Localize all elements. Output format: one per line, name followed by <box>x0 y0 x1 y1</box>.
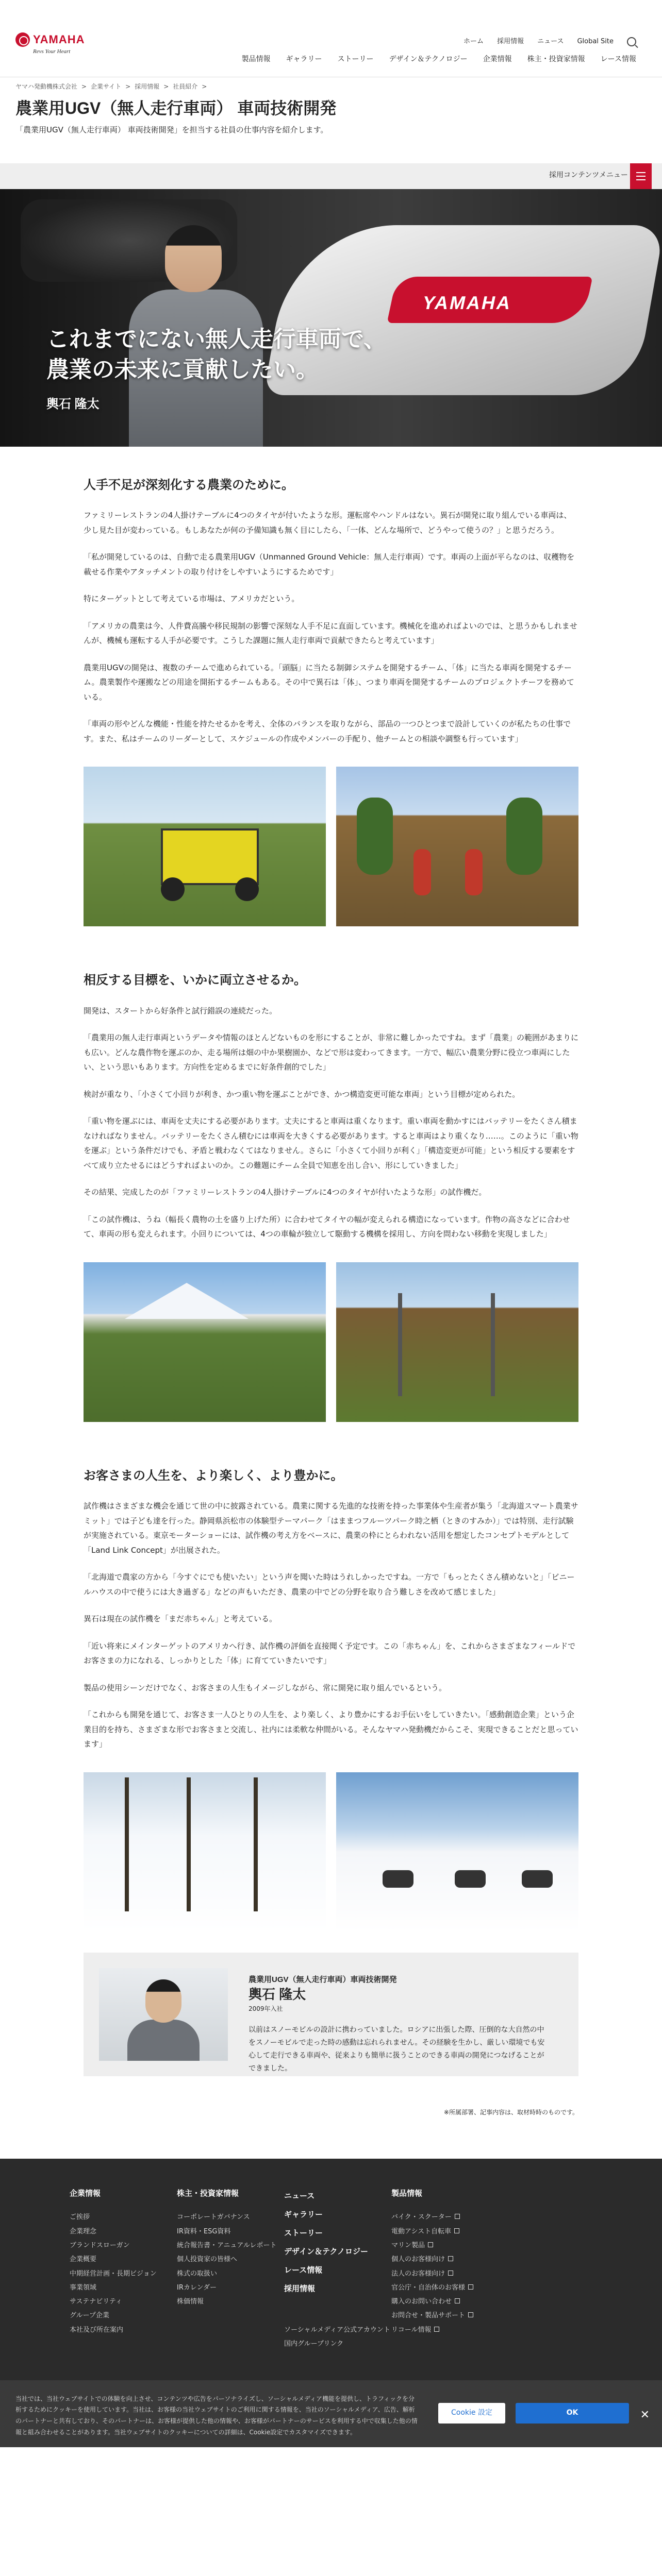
close-icon[interactable]: ✕ <box>640 2408 650 2421</box>
footer-link[interactable]: お問合せ・製品サポート <box>391 2309 499 2323</box>
article-section <box>84 972 578 1422</box>
paragraph: 「農業用の無人走行車両というデータや情報のほとんどないものを形にすることが、非常に難しかったですね。まず「農業」の範囲があまりにも広い。どんな農作物を運ぶのか、走る場所は畑の中か果樹園か、などで形は変わってきます。一方で、幅広い農業分野に役立つ車両にしたい、という思いもあります。方向性を定めるまでに好条件創的でした」 <box>84 1033 579 1072</box>
external-link-icon <box>454 2228 459 2233</box>
footer-main-link[interactable]: ストーリー <box>284 2228 323 2238</box>
footer-link[interactable]: マリン製品 <box>391 2239 499 2252</box>
search-icon[interactable] <box>627 37 636 46</box>
disclaimer-note: ※所属部署、記事内容は、取材時時のものです。 <box>443 2108 578 2116</box>
cookie-ok-button[interactable]: OK <box>516 2403 629 2424</box>
hero-image <box>0 189 662 447</box>
hero-copy <box>46 324 386 416</box>
global-nav-gallery[interactable]: ギャラリー <box>286 55 322 63</box>
snowmobile-brand-text: YAMAHA <box>420 292 515 313</box>
section-title: お客さまの人生を、より楽しく、より豊かに。 <box>84 1468 343 1483</box>
tuning-fork-logo-icon <box>15 32 30 47</box>
footer-link[interactable]: 国内グループリンク <box>284 2340 344 2348</box>
photo-row <box>84 1262 578 1422</box>
article <box>84 447 578 1932</box>
profile-join-year: 2009年入社 <box>249 2005 283 2013</box>
breadcrumb-item[interactable]: 企業サイト <box>90 83 122 90</box>
footer-link[interactable]: サステナビリティ <box>70 2298 122 2306</box>
content-menu-bar <box>0 163 662 189</box>
hero-heading: これまでにない無人走行車両で、 農業の未来に貢献したい。 <box>46 326 387 382</box>
profile-role: 農業用UGV（無人走行車両）車両技術開発 <box>249 1975 397 1984</box>
breadcrumb-item[interactable]: 社員紹介 <box>173 83 198 90</box>
logo-tagline: Revs Your Heart <box>33 48 71 55</box>
cookie-banner <box>0 2380 662 2447</box>
footer-column-main-links <box>284 2187 391 2351</box>
footer-column-investors <box>177 2187 284 2351</box>
external-link-icon <box>434 2327 439 2332</box>
footer-link[interactable]: 統合報告書・アニュアルレポート <box>177 2241 277 2249</box>
footer-link[interactable]: 電動アシスト自転車 <box>391 2225 499 2239</box>
footer-spacer <box>284 2298 391 2323</box>
footer-link[interactable]: 個人投資家の皆様へ <box>177 2256 238 2264</box>
paragraph: 特にターゲットとして考えている市場は、アメリカだという。 <box>84 594 300 604</box>
footer-link[interactable]: リコール情報 <box>391 2323 499 2337</box>
util-nav-recruit[interactable]: 採用情報 <box>497 38 524 45</box>
external-link-icon <box>455 2214 460 2219</box>
footer-main-link[interactable]: ニュース <box>284 2191 315 2200</box>
photo-row <box>84 1772 578 1932</box>
footer-column-title[interactable]: 企業情報 <box>70 2189 101 2198</box>
external-link-icon <box>468 2312 473 2317</box>
global-nav-company[interactable]: 企業情報 <box>483 55 512 63</box>
paragraph: 検討が重なり、「小さくて小回りが利き、かつ重い物を運ぶことができ、かつ構造変更可能な車両」という目標が定められた。 <box>84 1089 520 1099</box>
footer-link[interactable]: IR資料・ESG資料 <box>177 2227 231 2235</box>
footer-main-link[interactable]: ギャラリー <box>284 2210 323 2219</box>
footer-column-products <box>391 2187 499 2351</box>
footer-link[interactable]: 株式の取扱い <box>177 2269 218 2278</box>
breadcrumb-item[interactable]: ヤマハ発動機株式会社 <box>15 83 77 90</box>
util-nav-global-site[interactable]: Global Site <box>577 38 614 45</box>
global-nav-racing[interactable]: レース情報 <box>600 55 636 63</box>
profile-name: 輿石 隆太 <box>249 1987 306 2003</box>
external-link-icon <box>468 2284 473 2290</box>
footer-link[interactable]: ソーシャルメディア公式アカウント <box>284 2326 390 2334</box>
profile-info <box>249 1968 548 2073</box>
snowmobile-field-photo <box>336 1772 578 1932</box>
paragraph: 「アメリカの農業は今、人件費高騰や移民規制の影響で深刻な人手不足に直面しています。機械化を進めればよいのでは、と思うかもしれませんが、機械も運転する人手が必要です。こうした課題に無人走行車両で貢献できたらと考えています」 <box>84 621 577 646</box>
paragraph: 開発は、スタートから好条件と試行錯誤の連続だった。 <box>84 1006 277 1015</box>
employee-portrait <box>99 1968 228 2061</box>
util-nav-news[interactable]: ニュース <box>537 38 564 45</box>
external-link-icon <box>448 2256 453 2261</box>
breadcrumb-item[interactable]: 採用情報 <box>135 83 160 90</box>
cookie-settings-button[interactable]: Cookie 設定 <box>438 2403 505 2424</box>
section-title: 人手不足が深刻化する農業のために。 <box>84 478 294 492</box>
paragraph: 「重い物を運ぶには、車両を丈夫にする必要があります。丈夫にすると車両は重くなります。重い車両を動かすにはバッテリーをたくさん積まなければなりません。バッテリーをたくさん積むには車両を大きくする必要があります。すると車両はより重くなり……。このように「重い物を運ぶ」という条件だけでも、矛盾と戦わなくてはなりません。さらに「小さくて小回りが利く」「構造変更が可能」という相反する要素をすべて成り立たせるにはどうすればよいのか。この難題にチーム全員で知恵を出し合い、形にしていきました」 <box>84 1116 578 1170</box>
global-nav-stories[interactable]: ストーリー <box>337 55 374 63</box>
site-footer <box>0 2159 662 2380</box>
footer-main-link[interactable]: デザイン＆テクノロジー <box>284 2247 369 2256</box>
employee-head <box>165 225 222 292</box>
paragraph: 「これからも開発を通じて、お客さま一人ひとりの人生を、より楽しく、より豊かにするお手伝いをしていきたい。「感動創造企業」という企業目的を持ち、さまざまな形でお客さまと交流し、社内には柔軟な仲間がいる。そんなヤマハ発動機だからこそ、実現できることだと思っています」 <box>84 1710 578 1749</box>
util-nav-home[interactable]: ホーム <box>464 38 484 45</box>
footer-column-title[interactable]: 製品情報 <box>391 2189 423 2198</box>
cookie-text: 当社では、当社ウェブサイトでの体験を向上させ、コンテンツや広告をパーソナライズし、ソーシャルメディア機能を提供し、トラフィックを分析するためにクッキーを使用しています。当社は、お客様の当社ウェブサイトのご利用に関する情報を、当社のソーシャルメディア、広告、解析のパートナーと共有しており、そのパートナーは、お客様が提供した他の情報や、お客様がパートナーのサービスを利用する中で収集した他の情報と組み合わせることがあります。当社ウェブサイトのクッキーについての詳細は、Cookie設定でカスタマイズできます。 <box>15 2395 418 2436</box>
footer-link[interactable]: ご挨拶 <box>70 2213 90 2222</box>
breadcrumb-separator: > <box>202 83 207 90</box>
mt-fuji-field-photo <box>84 1262 326 1422</box>
footer-link[interactable]: 法人のお客様向け <box>391 2267 499 2281</box>
footer-column-title[interactable]: 株主・投資家情報 <box>177 2189 239 2198</box>
utility-nav <box>464 36 636 47</box>
yamaha-logo[interactable] <box>15 30 85 57</box>
paragraph: その結果、完成したのが「ファミリーレストランの4人掛けテーブルに4つのタイヤが付いたような形」の試作機だ。 <box>84 1188 487 1197</box>
content-menu-label[interactable]: 採用コンテンツメニュー <box>549 171 628 179</box>
footer-link[interactable]: グループ企業 <box>70 2312 109 2320</box>
paragraph: 製品の使用シーンだけでなく、お客さまの人生もイメージしながら、常に開発に取り組んでいるという。 <box>84 1683 446 1692</box>
paragraph: 異石は現在の試作機を「まだ赤ちゃん」と考えている。 <box>84 1614 277 1624</box>
footer-link[interactable]: 本社及び所在案内 <box>70 2326 124 2334</box>
paragraph: 農業用UGVの開発は、複数のチームで進められている。「頭脳」に当たる制御システムを開発するチーム、「体」に当たる車両を開発するチーム。農業製作や運搬などの用途を開拓するチームもある。その中で異石は「体」、つまり車両を開発するチームのプロジェクトチーフを務めている。 <box>84 663 574 702</box>
hero-name: 輿石 隆太 <box>46 397 100 412</box>
employee-profile <box>84 1953 578 2076</box>
global-nav-design-technology[interactable]: デザイン＆テクノロジー <box>389 55 468 63</box>
footer-link[interactable]: バイク・スクーター <box>391 2210 499 2224</box>
footer-link[interactable]: 個人のお客様向け <box>391 2252 499 2266</box>
hamburger-menu-icon[interactable] <box>630 163 652 189</box>
paragraph: 「車両の形やどんな機能・性能を持たせるかを考え、全体のバランスを取りながら、部品の一つひとつまで設計していくのが私たちの仕事です。また、私はチームのリーダーとして、スケジュールの作成やメンバーの手配り、他チームとの相談や調整も行っています」 <box>84 719 571 743</box>
article-section <box>84 447 578 927</box>
orchard-test-photo <box>336 767 578 926</box>
footer-main-link[interactable]: 採用情報 <box>284 2284 316 2293</box>
global-nav-investors[interactable]: 株主・投資家情報 <box>527 55 585 63</box>
paragraph: 「北海道で農家の方から「今すぐにでも使いたい」という声を聞いた時はうれしかったですね。一方で「もっとたくさん積めないと」「ビニールハウスの中で使うには大き過ぎる」などの声もいただき、農業の中でどの分野を取り合う難しさを改めて感じました」 <box>84 1572 575 1597</box>
footer-link[interactable]: 中期経営計画・長期ビジョン <box>70 2269 157 2278</box>
page-lead: 「農業用UGV（無人走行車両） 車両技術開発」を担当する社員の仕事内容を紹介します。 <box>15 125 328 134</box>
paragraph: 試作機はさまざまな機会を通じて世の中に披露されている。農業に関する先進的な技術を持った事業体や生産者が集う「北海道スマート農業サミット」では子ども達を行った。静岡県浜松市の体験型テーマパーク「はままつフルーツパーク時之栖（ときのすみか）」では特別、走行試験が実施されている。東京モーターショーには、試作機の考え方をベースに、農業の枠にとらわれない活用を想定したコンセプトモデルとして「Land Link Concept」が出展された。 <box>84 1501 578 1555</box>
footer-link[interactable]: 購入のお問い合わせ <box>391 2295 499 2309</box>
footer-link[interactable]: 官公庁・自治体のお客様 <box>391 2281 499 2295</box>
paragraph: 「私が開発しているのは、自動で走る農業用UGV（Unmanned Ground Vehicle：無人走行車両）です。車両の上面が平らなのは、収穫物を載せる作業やアタッチメントの取り付けをしやすいようにするためです」 <box>84 552 575 577</box>
breadcrumb-separator: > <box>81 83 87 90</box>
external-link-icon <box>448 2270 453 2276</box>
vineyard-photo <box>336 1262 578 1422</box>
breadcrumb <box>0 77 662 98</box>
ugv-field-photo <box>84 767 326 926</box>
external-link-icon <box>455 2298 460 2303</box>
breadcrumb-separator: > <box>125 83 131 90</box>
footer-link[interactable]: 企業概要 <box>70 2256 97 2264</box>
global-nav <box>242 54 637 66</box>
paragraph: 「近い将来にメインターゲットのアメリカへ行き、試作機の評価を直接聞く予定です。この「赤ちゃん」を、これからさまざまなフィールドでお客さまの力になれる、しっかりとした「体」に育てていきたいです」 <box>84 1641 576 1666</box>
article-section <box>84 1467 578 1932</box>
logo-brand: YAMAHA <box>33 33 85 46</box>
footer-link[interactable]: ブランドスローガン <box>70 2241 130 2249</box>
page-title: 農業用UGV（無人走行車両） 車両技術開発 <box>15 99 337 117</box>
paragraph: ファミリーレストランの4人掛けテーブルに4つのタイヤが付いたような形。運転席やハンドルはない。異石が開発に取り組んでいる車両は、少し見た目が変わっている。もしあなたが何の予備知識も無く目にしたら、「一体、どんな場所で、どうやって使うの？」と思うだろう。 <box>84 511 572 535</box>
footer-link[interactable]: 株価情報 <box>177 2298 204 2306</box>
section-title: 相反する目標を、いかに両立させるか。 <box>84 973 306 988</box>
footer-column-company <box>70 2187 177 2351</box>
footer-link[interactable]: IRカレンダー <box>177 2283 217 2292</box>
snowy-forest-photo <box>84 1772 326 1932</box>
footer-link[interactable]: 事業領域 <box>70 2283 97 2292</box>
paragraph: 「この試作機は、うね（幅長く農物の土を盛り上げた所）に合わせてタイヤの幅が変えられる構造になっています。作物の高さなどに合わせて、車両の形も変えられます。小回りについては、4つの車輪が独立して駆動する機構を採用し、方向を問わない移動を実現しました」 <box>84 1214 570 1239</box>
footer-main-link[interactable]: レース情報 <box>284 2265 323 2275</box>
breadcrumb-separator: > <box>163 83 169 90</box>
footer-link[interactable]: コーポレートガバナンス <box>177 2213 250 2222</box>
photo-row <box>84 767 578 926</box>
global-nav-products[interactable]: 製品情報 <box>241 55 271 63</box>
external-link-icon <box>428 2242 433 2247</box>
profile-text: 以前はスノーモビルの設計に携わっていました。ロシアに出張した際、圧倒的な大自然の中をスノーモビルで走った時の感動は忘れられません。その経験を生かし、厳しい環境でも安心して走行できる車両や、従来よりも簡単に扱うことのできる車両の開発につなげることができました。 <box>249 2025 545 2073</box>
site-header <box>0 0 662 77</box>
footer-link[interactable]: 企業理念 <box>70 2227 97 2235</box>
